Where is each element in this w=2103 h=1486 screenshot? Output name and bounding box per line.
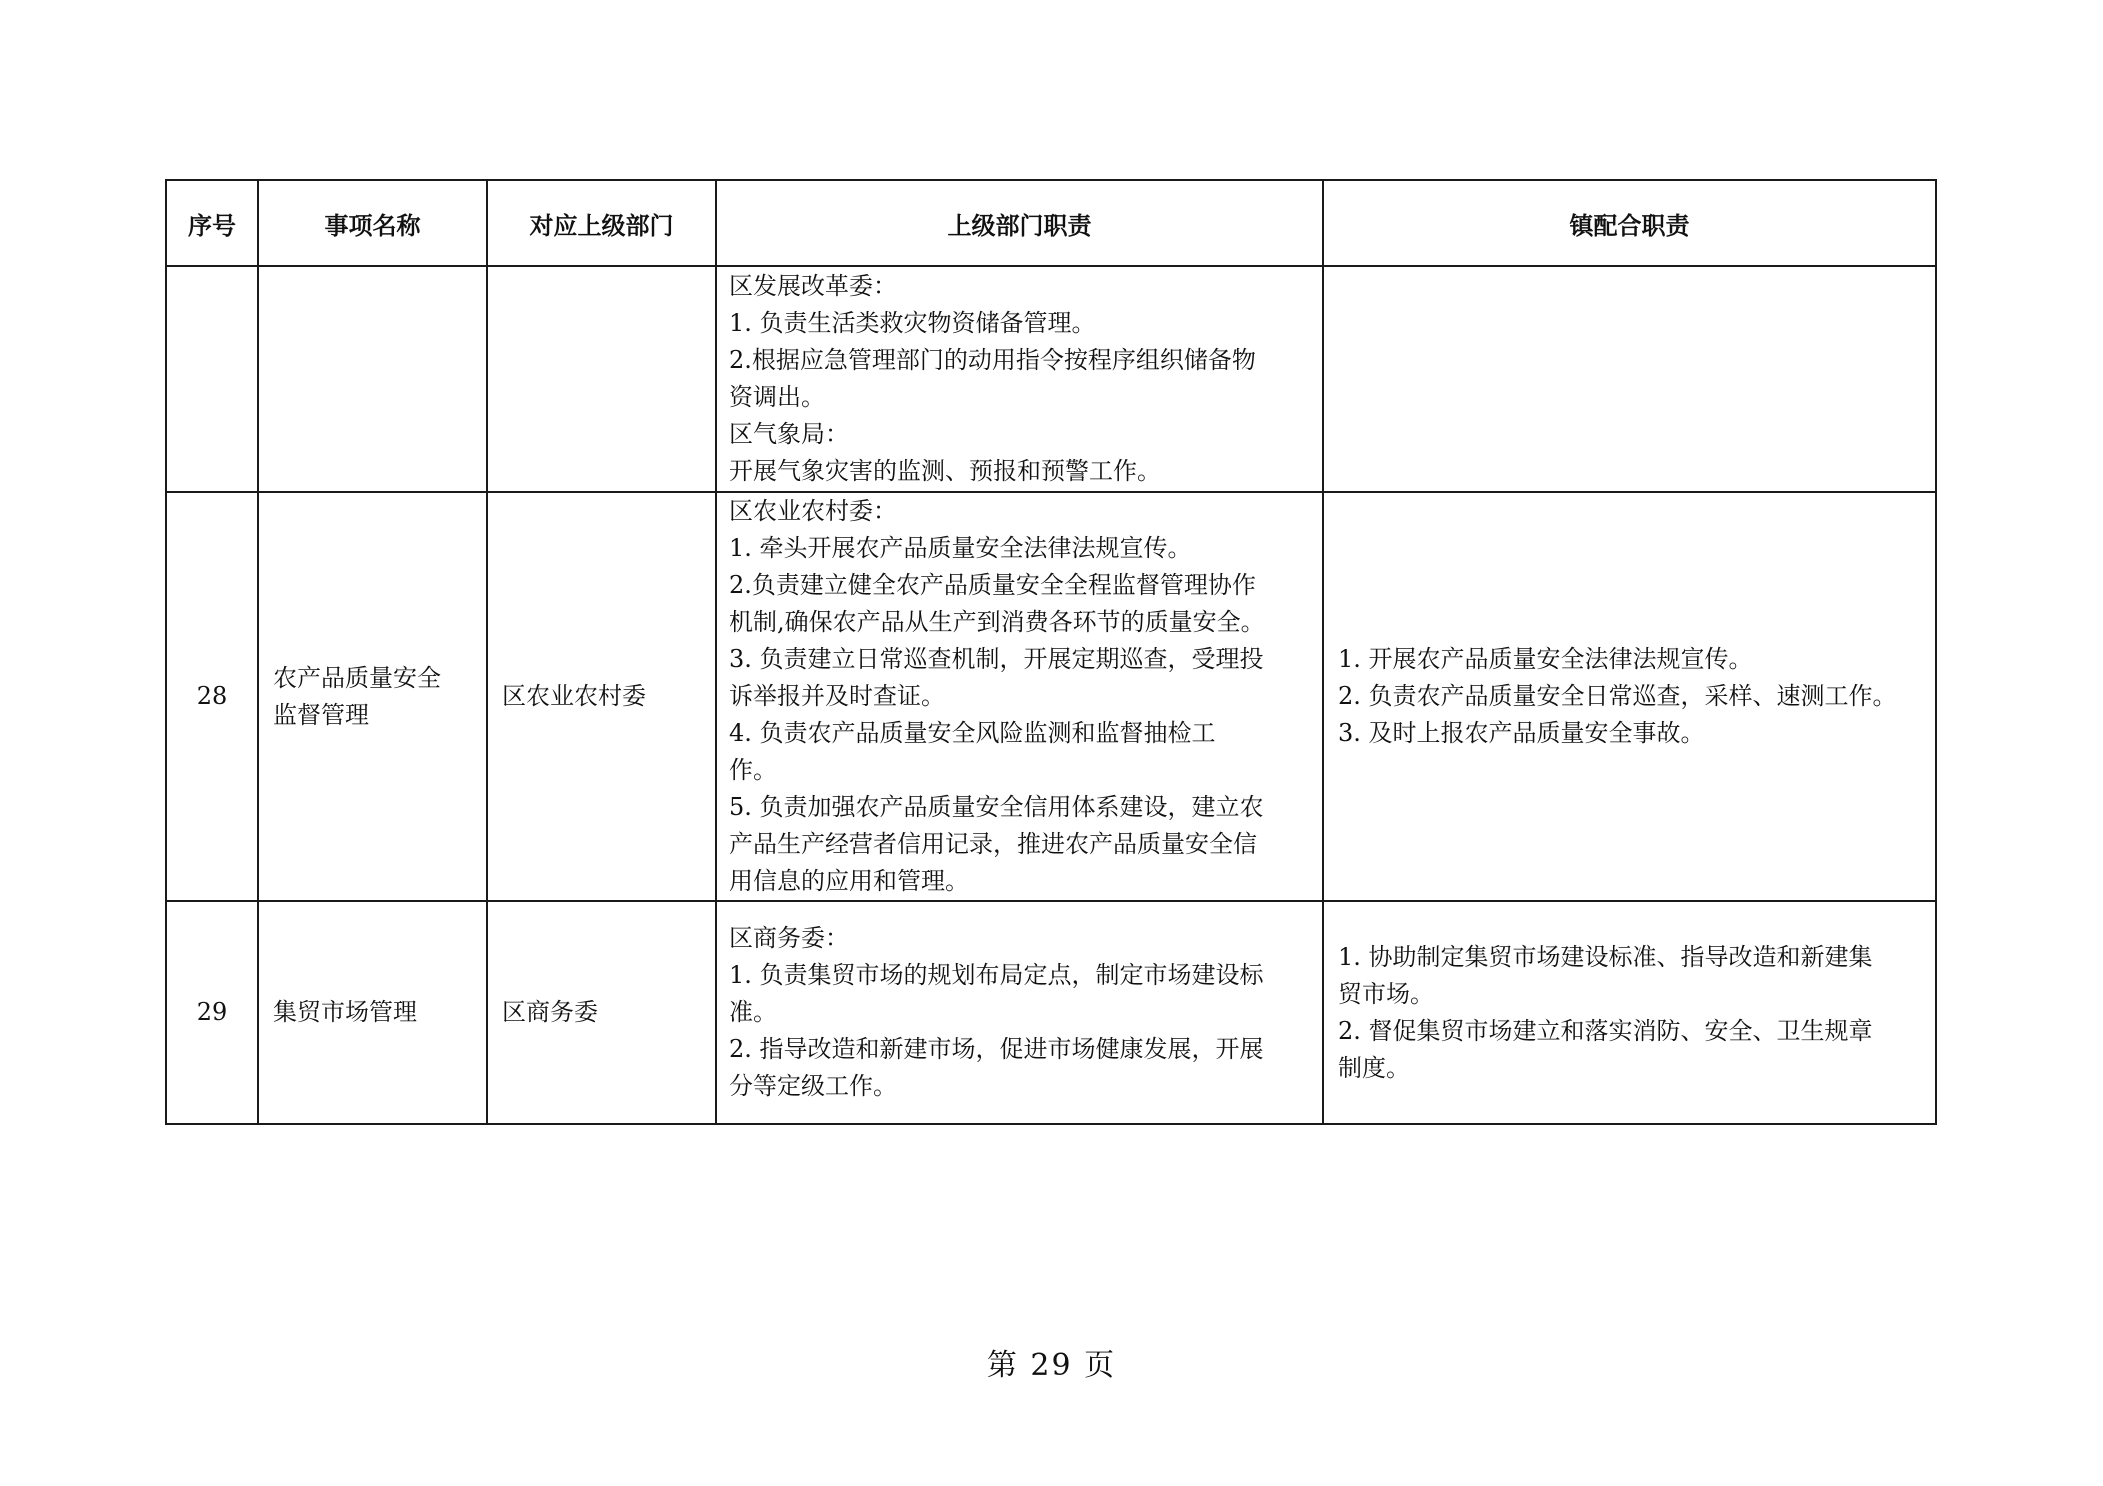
superior-duties-cell: [716, 266, 1323, 492]
town-duty-line: 1. 协助制定集贸市场建设标准、指导改造和新建集: [1338, 942, 1873, 971]
town-duty-line: 3. 及时上报农产品质量安全事故。: [1338, 719, 1705, 747]
superior-department-cell: 区农业农村委: [487, 492, 716, 901]
duty-line: 资调出。: [729, 383, 825, 411]
table-row: [166, 266, 1936, 492]
duty-line: 作。: [729, 756, 777, 784]
town-duty-line: 2. 督促集贸市场建立和落实消防、安全、卫生规章: [1338, 1016, 1873, 1045]
duty-line: 1. 负责集贸市场的规划布局定点，制定市场建设标: [729, 961, 1264, 989]
town-duty-line: 1. 开展农产品质量安全法律法规宣传。: [1338, 645, 1753, 673]
header-superior-department: 对应上级部门: [487, 180, 716, 266]
town-duties-cell: [1323, 901, 1936, 1124]
duty-line: 2. 指导改造和新建市场，促进市场健康发展，开展: [729, 1035, 1264, 1063]
duty-line: 5. 负责加强农产品质量安全信用体系建设，建立农: [729, 793, 1264, 821]
header-serial-number: 序号: [166, 180, 258, 266]
superior-duties-cell: [716, 492, 1323, 901]
table-row: [166, 492, 1936, 901]
duty-line: 3. 负责建立日常巡查机制，开展定期巡查，受理投: [729, 645, 1264, 673]
duty-line: 区发展改革委：: [729, 272, 897, 300]
duty-line: 区农业农村委：: [729, 497, 897, 525]
duty-line: 分等定级工作。: [729, 1072, 897, 1100]
item-name-line: 农产品质量安全: [273, 663, 441, 692]
item-name-cell: [258, 266, 487, 492]
serial-number-cell: [166, 266, 258, 492]
duty-line: 区气象局：: [729, 420, 849, 448]
item-name-cell: [258, 492, 487, 901]
header-superior-duties: 上级部门职责: [716, 180, 1323, 266]
header-item-name: 事项名称: [258, 180, 487, 266]
duty-line: 2.根据应急管理部门的动用指令按程序组织储备物: [729, 346, 1256, 374]
table-row: [166, 901, 1936, 1124]
item-name-line: 监督管理: [273, 700, 369, 729]
superior-department-cell: 区商务委: [487, 901, 716, 1124]
town-duty-line: 2. 负责农产品质量安全日常巡查，采样、速测工作。: [1338, 682, 1897, 710]
duty-line: 用信息的应用和管理。: [729, 867, 969, 895]
item-name-line: 集贸市场管理: [273, 998, 417, 1026]
duty-line: 区商务委：: [729, 924, 849, 952]
item-name-cell: [258, 901, 487, 1124]
town-duties-cell: [1323, 492, 1936, 901]
duty-line: 诉举报并及时查证。: [729, 682, 945, 710]
duty-line: 机制,确保农产品从生产到消费各环节的质量安全。: [729, 608, 1265, 636]
duty-line: 4. 负责农产品质量安全风险监测和监督抽检工: [729, 719, 1216, 747]
table-header-row: [166, 180, 1936, 266]
duty-line: 准。: [729, 998, 777, 1026]
duty-line: 1. 负责生活类救灾物资储备管理。: [729, 309, 1096, 337]
duty-line: 产品生产经营者信用记录，推进农产品质量安全信: [729, 830, 1257, 858]
serial-number-cell: 28: [166, 492, 258, 901]
duty-line: 1. 牵头开展农产品质量安全法律法规宣传。: [729, 534, 1192, 562]
town-duty-line: 贸市场。: [1338, 979, 1434, 1008]
town-duties-cell: [1323, 266, 1936, 492]
duty-line: 2.负责建立健全农产品质量安全全程监督管理协作: [729, 571, 1256, 599]
page-number: 第 29 页: [986, 1348, 1117, 1383]
town-duty-line: 制度。: [1338, 1053, 1410, 1082]
superior-department-cell: [487, 266, 716, 492]
superior-duties-cell: [716, 901, 1323, 1124]
serial-number-cell: 29: [166, 901, 258, 1124]
header-town-duties: 镇配合职责: [1323, 180, 1936, 266]
duty-table: [165, 179, 1937, 1125]
duty-line: 开展气象灾害的监测、预报和预警工作。: [729, 457, 1161, 485]
